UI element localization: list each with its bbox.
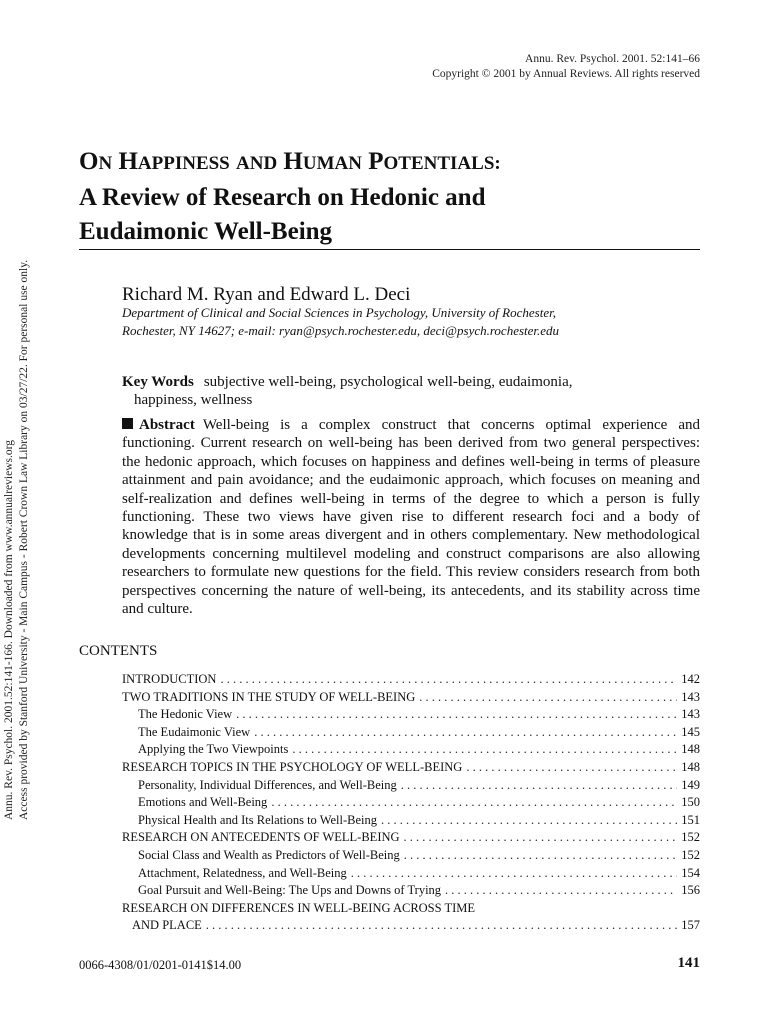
toc-entry[interactable]	[122, 829, 700, 847]
toc-leader-dots	[381, 812, 677, 830]
toc-entry-page: 149	[681, 777, 700, 792]
toc-entry-page: 152	[681, 847, 700, 862]
title-line3: Eudaimonic Well-Being	[79, 218, 333, 245]
toc-entry-label: Goal Pursuit and Well-Being: The Ups and Downs of Trying	[138, 883, 442, 898]
toc-entry-page: 154	[681, 865, 700, 880]
download-notice-line1: Annu. Rev. Psychol. 2001.52:141-166. Downloaded from www.annualreviews.org	[3, 440, 15, 820]
toc-entry-page: 151	[681, 812, 700, 827]
author-affiliation	[122, 304, 702, 340]
toc-entry-page: 156	[681, 883, 700, 898]
toc-entry[interactable]	[122, 812, 700, 830]
toc-leader-dots	[254, 724, 677, 742]
toc-entry-page: 142	[681, 672, 700, 686]
table-of-contents	[122, 671, 700, 935]
toc-entry-label: INTRODUCTION	[122, 672, 217, 686]
toc-leader-dots	[236, 706, 677, 724]
abstract-text: Well-being is a complex construct that concerns optimal experience and functioning. Current research on well-being has been derived from two general perspectives: the hedonic approach, which focuses on happiness and defines well-being in terms of pleasure attainment and pain avoidance; and the eudaimonic approach, which focuses on meaning and self-realization and defines well-being in terms of the degree to which a person is fully functioning. These two views have given rise to different research foci and a body of knowledge that is in some areas divergent and in others complementary. New methodological developments concerning multilevel modeling and construct comparisons are also allowing researchers to formulate new questions for the field. This review considers research from both perspectives concerning the nature of well-being, its antecedents, and its stability across time and culture.	[122, 417, 700, 618]
toc-entry[interactable]	[122, 865, 700, 883]
abstract-bullet-icon	[122, 418, 133, 429]
toc-leader-dots	[351, 865, 677, 883]
toc-entry[interactable]	[122, 706, 700, 724]
journal-citation-text: Annu. Rev. Psychol. 2001. 52:141–66	[525, 53, 700, 65]
toc-entry[interactable]	[122, 777, 700, 795]
author-list: Richard M. Ryan and Edward L. Deci	[122, 284, 411, 305]
toc-leader-dots	[404, 829, 678, 847]
title-line2: A Review of Research on Hedonic and	[79, 184, 486, 211]
toc-leader-dots	[445, 882, 677, 900]
keywords-line2: happiness, wellness	[134, 392, 253, 408]
toc-leader-dots	[404, 847, 678, 865]
toc-leader-dots	[206, 917, 677, 935]
copyright-notice: Copyright © 2001 by Annual Reviews. All rights reserved	[432, 68, 700, 80]
page-number: 141	[677, 955, 700, 971]
toc-entry-page: 152	[681, 830, 700, 845]
toc-entry[interactable]	[122, 741, 700, 759]
toc-entry-label: Social Class and Wealth as Predictors of Well-Being	[138, 847, 400, 862]
affiliation-line1: Department of Clinical and Social Sciences in Psychology, University of Rochester,	[122, 305, 556, 320]
toc-leader-dots	[220, 671, 677, 689]
toc-entry-page: 148	[681, 742, 700, 757]
toc-entry[interactable]	[122, 724, 700, 742]
toc-entry-label: Personality, Individual Differences, and Well-Being	[138, 777, 397, 792]
toc-entry-label: The Hedonic View	[138, 707, 233, 722]
article-code: 0066-4308/01/0201-0141$14.00	[79, 958, 242, 972]
toc-leader-dots	[401, 777, 677, 795]
toc-entry-label: RESEARCH TOPICS IN THE PSYCHOLOGY OF WELL-BEING	[122, 759, 463, 774]
toc-entry-page: 145	[681, 724, 700, 739]
toc-entry[interactable]	[122, 847, 700, 865]
toc-entry-label: RESEARCH ON DIFFERENCES IN WELL-BEING ACROSS TIME	[122, 900, 476, 915]
toc-entry-label: Attachment, Relatedness, and Well-Being	[138, 865, 347, 880]
title-divider	[79, 249, 700, 250]
toc-entry-label: RESEARCH ON ANTECEDENTS OF WELL-BEING	[122, 830, 400, 845]
toc-entry-label: Emotions and Well-Being	[138, 795, 268, 810]
journal-citation	[432, 52, 700, 82]
toc-entry[interactable]	[122, 882, 700, 900]
toc-leader-dots	[271, 794, 677, 812]
toc-entry[interactable]	[122, 759, 700, 777]
toc-entry-page: 148	[681, 759, 700, 774]
toc-entry[interactable]	[122, 689, 700, 707]
keywords-line1: subjective well-being, psychological well-being, eudaimonia,	[203, 374, 573, 390]
toc-leader-dots	[292, 741, 677, 759]
title-line1: ON HAPPINESS AND HUMAN POTENTIALS:	[79, 148, 501, 175]
keywords-section	[122, 373, 662, 409]
keywords-label: Key Words	[122, 374, 194, 390]
download-notice-line2: Access provided by Stanford University - Main Campus - Robert Crown Law Library on 03/27/22. For personal use only.	[18, 259, 30, 820]
toc-entry-page: 157	[681, 918, 700, 933]
paper-title	[79, 145, 700, 249]
abstract-section	[122, 416, 700, 618]
toc-entry-label: TWO TRADITIONS IN THE STUDY OF WELL-BEING	[122, 689, 416, 704]
toc-entry[interactable]	[122, 794, 700, 812]
toc-entry-page: 143	[681, 707, 700, 722]
toc-entry-label: Applying the Two Viewpoints	[138, 742, 289, 757]
toc-entry[interactable]	[122, 917, 700, 935]
toc-leader-dots	[419, 689, 677, 707]
toc-entry-label: Physical Health and Its Relations to Well-Being	[138, 812, 378, 827]
toc-entry-page: 143	[681, 689, 700, 704]
toc-entry-page: 150	[681, 795, 700, 810]
abstract-label: Abstract	[139, 417, 195, 433]
affiliation-line2: Rochester, NY 14627; e-mail: ryan@psych.rochester.edu, deci@psych.rochester.edu	[122, 323, 560, 338]
toc-leader-dots	[466, 759, 677, 777]
toc-entry[interactable]	[122, 900, 700, 918]
toc-entry-label: The Eudaimonic View	[138, 724, 251, 739]
toc-entry[interactable]	[122, 671, 700, 689]
download-notice	[2, 160, 32, 820]
toc-entry-label: AND PLACE	[132, 918, 202, 933]
contents-heading: CONTENTS	[79, 643, 158, 659]
